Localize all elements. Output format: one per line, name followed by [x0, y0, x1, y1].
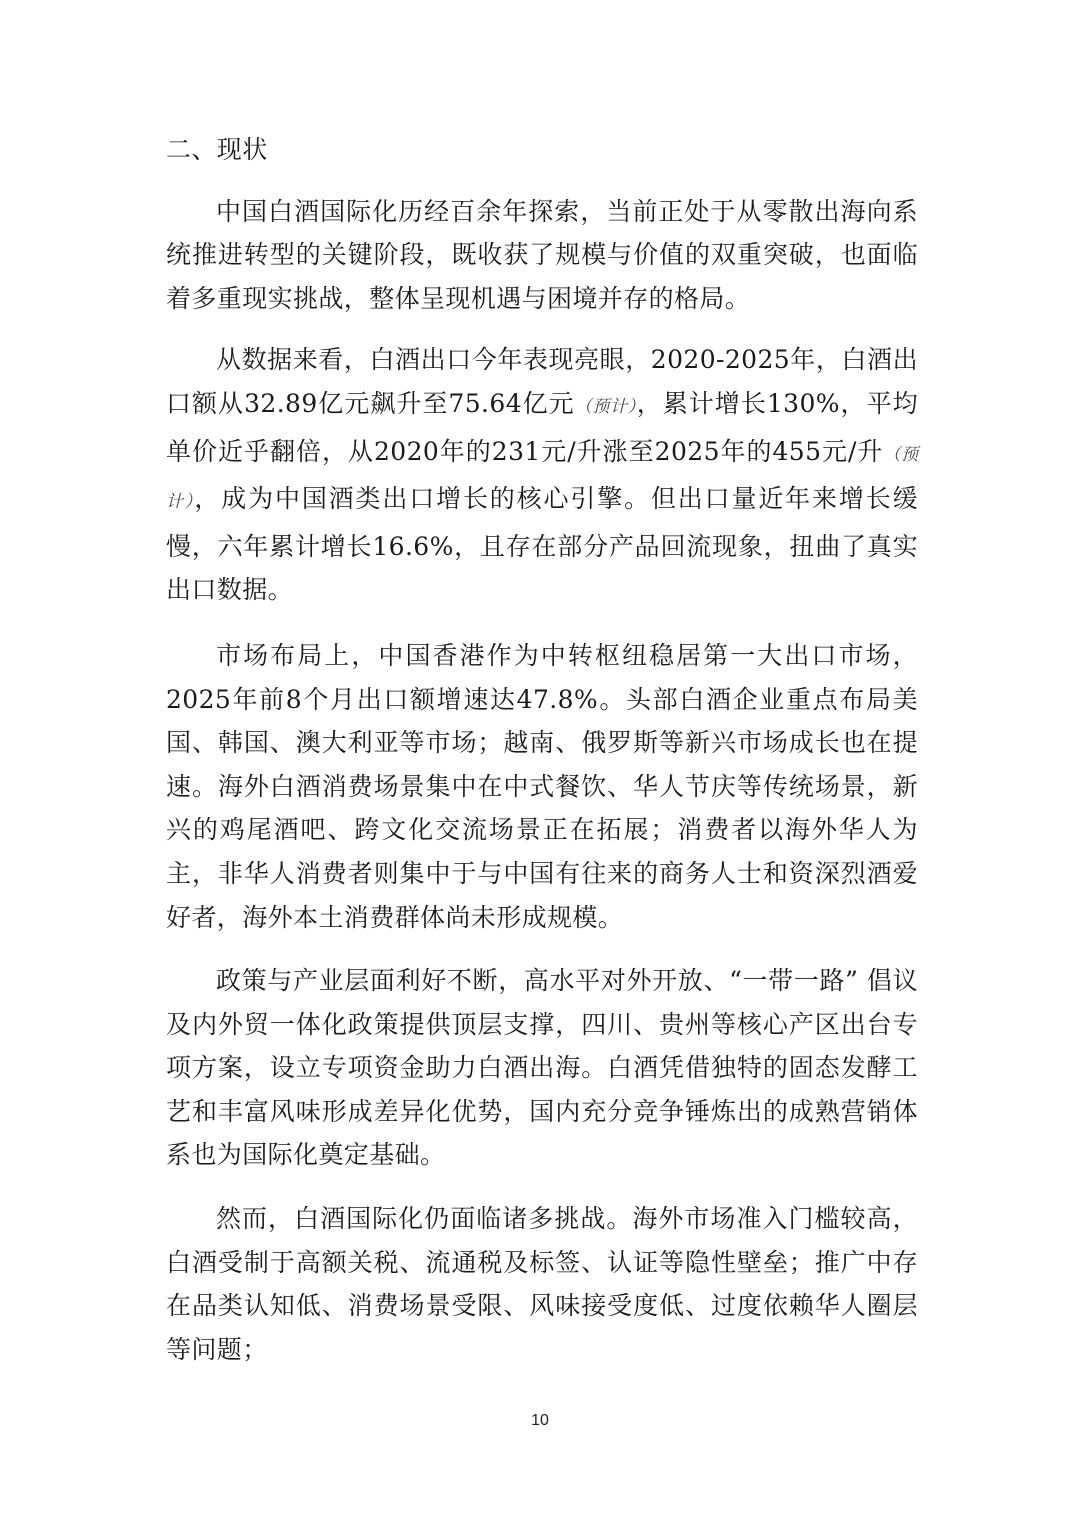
estimate-note: （预计） — [166, 444, 919, 513]
paragraph-overview: 中国白酒国际化历经百余年探索，当前正处于从零散出海向系统推进转型的关键阶段，既收获了规模与价值的双重突破，也面临着多重现实挑战，整体呈现机遇与困境并存的格局。 — [166, 196, 918, 313]
paragraph-text-segment: 从数据来看，白酒出口今年表现亮眼，2020-2025年，白酒出口额从32.89亿元飙升至75.64亿元 — [166, 345, 918, 418]
page-number: 10 — [531, 1412, 549, 1429]
paragraph-challenges: 然而，白酒国际化仍面临诸多挑战。海外市场准入门槛较高，白酒受制于高额关税、流通税及标签、认证等隐性壁垒；推广中存在品类认知低、消费场景受限、风味接受度低、过度依赖华人圈层等问题； — [166, 1204, 918, 1364]
paragraph-export-data — [166, 338, 918, 612]
paragraph-text-segment: ，累计增长130%，平均单价近乎翻倍，从2020年的231元/升涨至2025年的455元/升 — [166, 388, 919, 466]
paragraph-policy-industry: 政策与产业层面利好不断，高水平对外开放、“一带一路” 倡议及内外贸一体化政策提供顶层支撑，四川、贵州等核心产区出台专项方案，设立专项资金助力白酒出海。白酒凭借独特的固态发酵工艺和丰富风味形成差异化优势，国内充分竞争锤炼出的成熟营销体系也为国际化奠定基础。 — [166, 966, 918, 1170]
section-heading: 二、现状 — [166, 135, 268, 164]
document-body — [166, 128, 918, 1391]
paragraph-market-layout: 市场布局上，中国香港作为中转枢纽稳居第一大出口市场，2025年前8个月出口额增速达47.8%。头部白酒企业重点布局美国、韩国、澳大利亚等市场；越南、俄罗斯等新兴市场成长也在提速。海外白酒消费场景集中在中式餐饮、华人节庆等传统场景，新兴的鸡尾酒吧、跨文化交流场景正在拓展；消费者以海外华人为主，非华人消费者则集中于与中国有往来的商务人士和资深烈酒爱好者，海外本土消费群体尚未形成规模。 — [166, 640, 918, 932]
estimate-note: （预计） — [574, 396, 637, 417]
paragraph-text-segment: ，成为中国酒类出口增长的核心引擎。但出口量近年来增长缓慢，六年累计增长16.6%，且存在部分产品回流现象，扭曲了真实出口数据。 — [166, 484, 918, 605]
